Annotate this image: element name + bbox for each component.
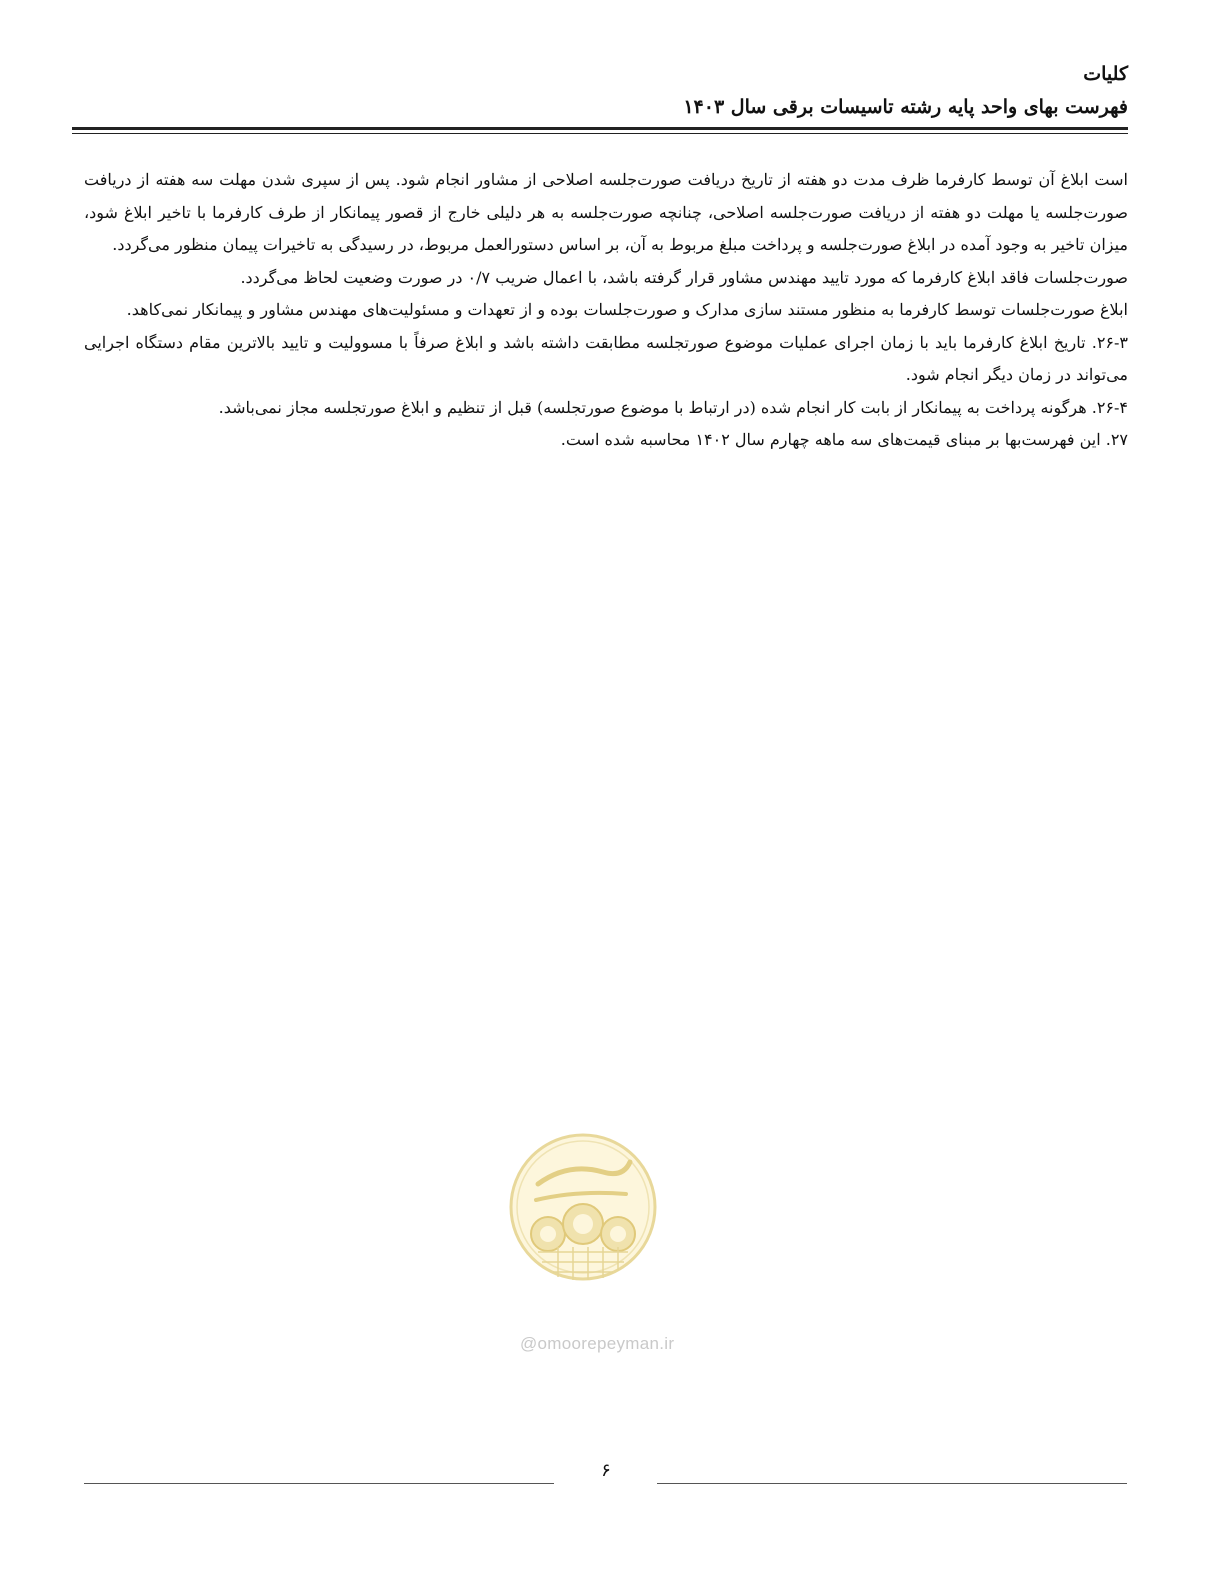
paragraph-3: ابلاغ صورت‌جلسات توسط کارفرما به منظور مستند سازی مدارک و صورت‌جلسات بوده و از تعهدات و مسئولیت‌های مهندس مشاور و پیمانکار نمی‌کاهد.	[126, 300, 1128, 319]
header-rule-thin	[72, 133, 1128, 134]
paragraph-2: صورت‌جلسات فاقد ابلاغ کارفرما که مورد تایید مهندس مشاور قرار گرفته باشد، با اعمال ضریب ۰/۷ در صورت وضعیت لحاظ می‌گردد.	[240, 267, 1128, 287]
paragraph-1: است ابلاغ آن توسط کارفرما ظرف مدت دو هفته از تاریخ دریافت صورت‌جلسه اصلاحی از مشاور انجام شود. پس از سپری شدن مهلت سه هفته از دریافت صورت‌جلسه یا مهلت دو هفته از دریافت صورت‌جلسه اصلاحی، چنانچه صورت‌جلسه به هر دلیلی خارج از قصور پیمانکار از طرف کارفرما با تاخیر ابلاغ شود، میزان تاخیر به وجود آمده در ابلاغ صورت‌جلسه و پرداخت مبلغ مربوط به آن، بر اساس دستورالعمل مربوط، در رسیدگی به تاخیرات پیمان منظور می‌گردد.	[84, 170, 1128, 254]
paragraph-6: ۲۷. این فهرست‌بها بر مبنای قیمت‌های سه ماهه چهارم سال ۱۴۰۲ محاسبه شده است.	[560, 430, 1128, 449]
footer-rule-left	[84, 1483, 554, 1484]
section-title: کلیات	[1083, 63, 1128, 85]
document-title: فهرست بهای واحد پایه رشته تاسیسات برقی سال ۱۴۰۳	[683, 96, 1128, 118]
watermark-url: @omoorepeyman.ir	[520, 1334, 675, 1353]
footer-rule-right	[657, 1483, 1127, 1484]
paragraph-5: ۲۶-۴. هرگونه پرداخت به پیمانکار از بابت کار انجام شده (در ارتباط با موضوع صورتجلسه) قبل از تنظیم و ابلاغ صورتجلسه مجاز نمی‌باشد.	[218, 397, 1128, 417]
body-text	[84, 164, 1128, 457]
watermark-logo	[508, 1132, 658, 1282]
paragraph-4: ۲۶-۳. تاریخ ابلاغ کارفرما باید با زمان اجرای عملیات موضوع صورتجلسه مطابقت داشته باشد و ابلاغ صرفاً با مسوولیت و تایید بالاترین مقام دستگاه اجرایی می‌تواند در زمان دیگر انجام شود.	[84, 332, 1128, 384]
page-number: ۶	[601, 1460, 611, 1481]
header-rule-thick	[72, 127, 1128, 130]
page-header	[72, 60, 1128, 122]
